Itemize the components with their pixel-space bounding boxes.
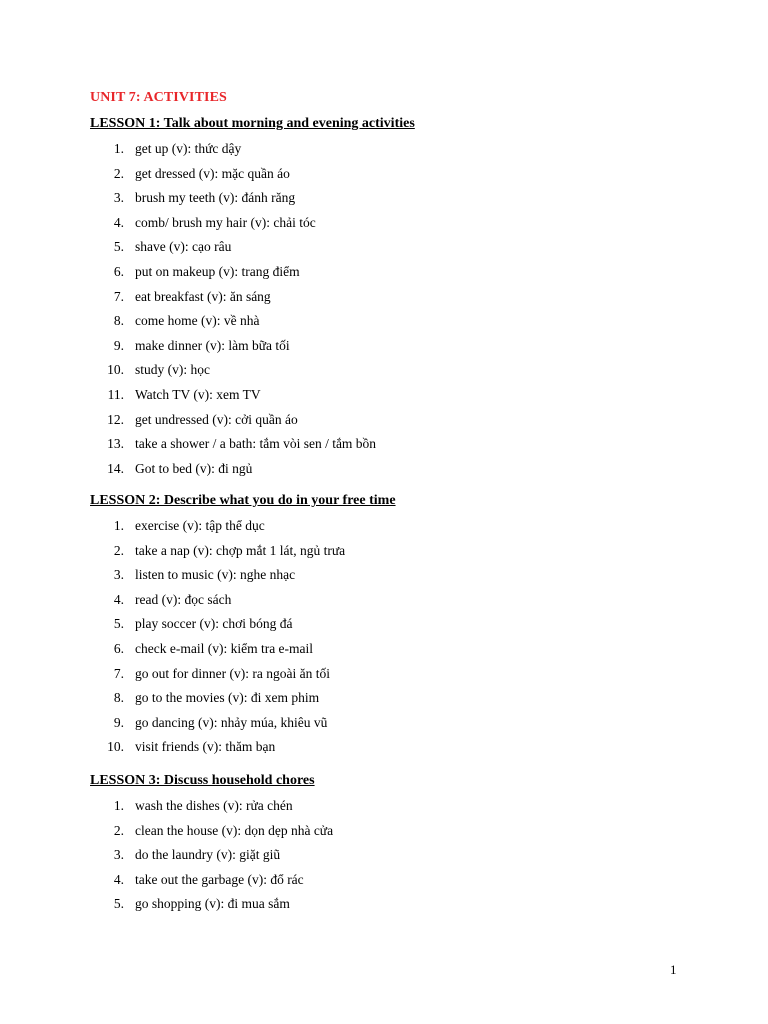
list-item-number: 1. xyxy=(113,141,124,156)
list-item xyxy=(90,239,690,257)
list-item-text: get undressed (v): cởi quần áo xyxy=(135,411,298,427)
list-item-number: 14. xyxy=(107,460,124,476)
list-item-number: 10. xyxy=(107,739,124,755)
list-item-number: 4. xyxy=(113,591,124,607)
list-item-text: exercise (v): tập thể dục xyxy=(135,518,265,533)
list-item xyxy=(90,896,690,914)
lesson-heading: LESSON 3: Discuss household chores xyxy=(90,773,315,788)
list-item-number: 8. xyxy=(113,313,124,329)
list-item-text: do the laundry (v): giặt giũ xyxy=(135,847,281,863)
list-item-number: 13. xyxy=(107,436,124,452)
list-item xyxy=(90,387,690,405)
list-item-text: go out for dinner (v): ra ngoài ăn tối xyxy=(135,665,330,681)
list-item-number: 11. xyxy=(107,387,124,402)
list-item xyxy=(90,739,690,757)
list-item-text: Watch TV (v): xem TV xyxy=(135,387,261,402)
list-item-text: listen to music (v): nghe nhạc xyxy=(135,567,296,583)
list-item-text: clean the house (v): dọn dẹp nhà cửa xyxy=(135,822,334,838)
list-item-text: go dancing (v): nhảy múa, khiêu vũ xyxy=(135,714,328,730)
list-item-number: 7. xyxy=(113,665,124,681)
lesson-heading: LESSON 2: Describe what you do in your free time xyxy=(90,493,396,508)
list-item-text: Got to bed (v): đi ngủ xyxy=(135,460,253,476)
list-item xyxy=(90,436,690,454)
list-item-text: get up (v): thức dậy xyxy=(135,141,242,156)
list-item-text: take a nap (v): chợp mắt 1 lát, ngủ trưa xyxy=(135,542,346,558)
list-item xyxy=(90,362,690,380)
list-item-text: go to the movies (v): đi xem phim xyxy=(135,690,320,706)
list-item-number: 4. xyxy=(113,214,124,230)
list-item xyxy=(90,338,690,356)
list-item-number: 9. xyxy=(113,337,124,353)
list-item xyxy=(90,823,690,841)
list-item xyxy=(90,567,690,585)
list-item-number: 4. xyxy=(113,871,124,887)
list-item xyxy=(90,412,690,430)
list-item-number: 3. xyxy=(113,190,124,206)
list-item xyxy=(90,166,690,184)
list-item-number: 5. xyxy=(113,239,124,255)
lesson-heading: LESSON 1: Talk about morning and evening activities xyxy=(90,116,415,131)
list-item xyxy=(90,798,690,816)
list-item xyxy=(90,264,690,282)
list-item-number: 3. xyxy=(113,847,124,863)
list-item-number: 2. xyxy=(113,165,124,181)
list-item-text: go shopping (v): đi mua sắm xyxy=(135,896,290,912)
list-item-text: make dinner (v): làm bữa tối xyxy=(135,337,290,353)
list-item-text: come home (v): về nhà xyxy=(135,313,260,329)
list-item-text: study (v): học xyxy=(135,362,210,378)
list-item-number: 2. xyxy=(113,822,124,838)
list-item xyxy=(90,141,690,159)
list-item-text: put on makeup (v): trang điểm xyxy=(135,264,300,279)
list-item xyxy=(90,518,690,536)
list-item-text: visit friends (v): thăm bạn xyxy=(135,739,276,755)
list-item-text: play soccer (v): chơi bóng đá xyxy=(135,616,293,632)
list-item xyxy=(90,715,690,733)
list-item xyxy=(90,616,690,634)
list-item xyxy=(90,847,690,865)
list-item xyxy=(90,190,690,208)
list-item-text: brush my teeth (v): đánh răng xyxy=(135,190,296,206)
list-item xyxy=(90,313,690,331)
list-item-text: eat breakfast (v): ăn sáng xyxy=(135,288,271,304)
list-item-text: get dressed (v): mặc quần áo xyxy=(135,165,290,181)
list-item-number: 3. xyxy=(113,567,124,583)
list-item-number: 12. xyxy=(107,411,124,427)
list-item xyxy=(90,461,690,479)
list-item xyxy=(90,872,690,890)
list-item-number: 1. xyxy=(113,798,124,813)
list-item-number: 5. xyxy=(113,896,124,912)
unit-title: UNIT 7: ACTIVITIES xyxy=(90,90,227,105)
list-item-text: take a shower / a bath: tắm vòi sen / tắm bồn xyxy=(135,436,377,452)
list-item xyxy=(90,289,690,307)
page-number: 1 xyxy=(670,962,677,977)
list-item-text: comb/ brush my hair (v): chải tóc xyxy=(135,214,316,230)
list-item xyxy=(90,690,690,708)
list-item-number: 9. xyxy=(113,714,124,730)
list-item-number: 5. xyxy=(113,616,124,632)
list-item xyxy=(90,641,690,659)
list-item xyxy=(90,215,690,233)
list-item-number: 10. xyxy=(107,362,124,378)
list-item xyxy=(90,666,690,684)
list-item-number: 6. xyxy=(113,264,124,279)
list-item-text: check e-mail (v): kiểm tra e-mail xyxy=(135,641,314,656)
list-item-text: read (v): đọc sách xyxy=(135,591,232,607)
list-item-text: wash the dishes (v): rửa chén xyxy=(135,798,293,813)
list-item-number: 1. xyxy=(113,518,124,533)
list-item-number: 2. xyxy=(113,542,124,558)
list-item-text: shave (v): cạo râu xyxy=(135,239,232,255)
list-item-text: take out the garbage (v): đổ rác xyxy=(135,871,304,887)
list-item xyxy=(90,592,690,610)
list-item xyxy=(90,543,690,561)
list-item-number: 7. xyxy=(113,288,124,304)
list-item-number: 8. xyxy=(113,690,124,706)
list-item-number: 6. xyxy=(113,641,124,656)
